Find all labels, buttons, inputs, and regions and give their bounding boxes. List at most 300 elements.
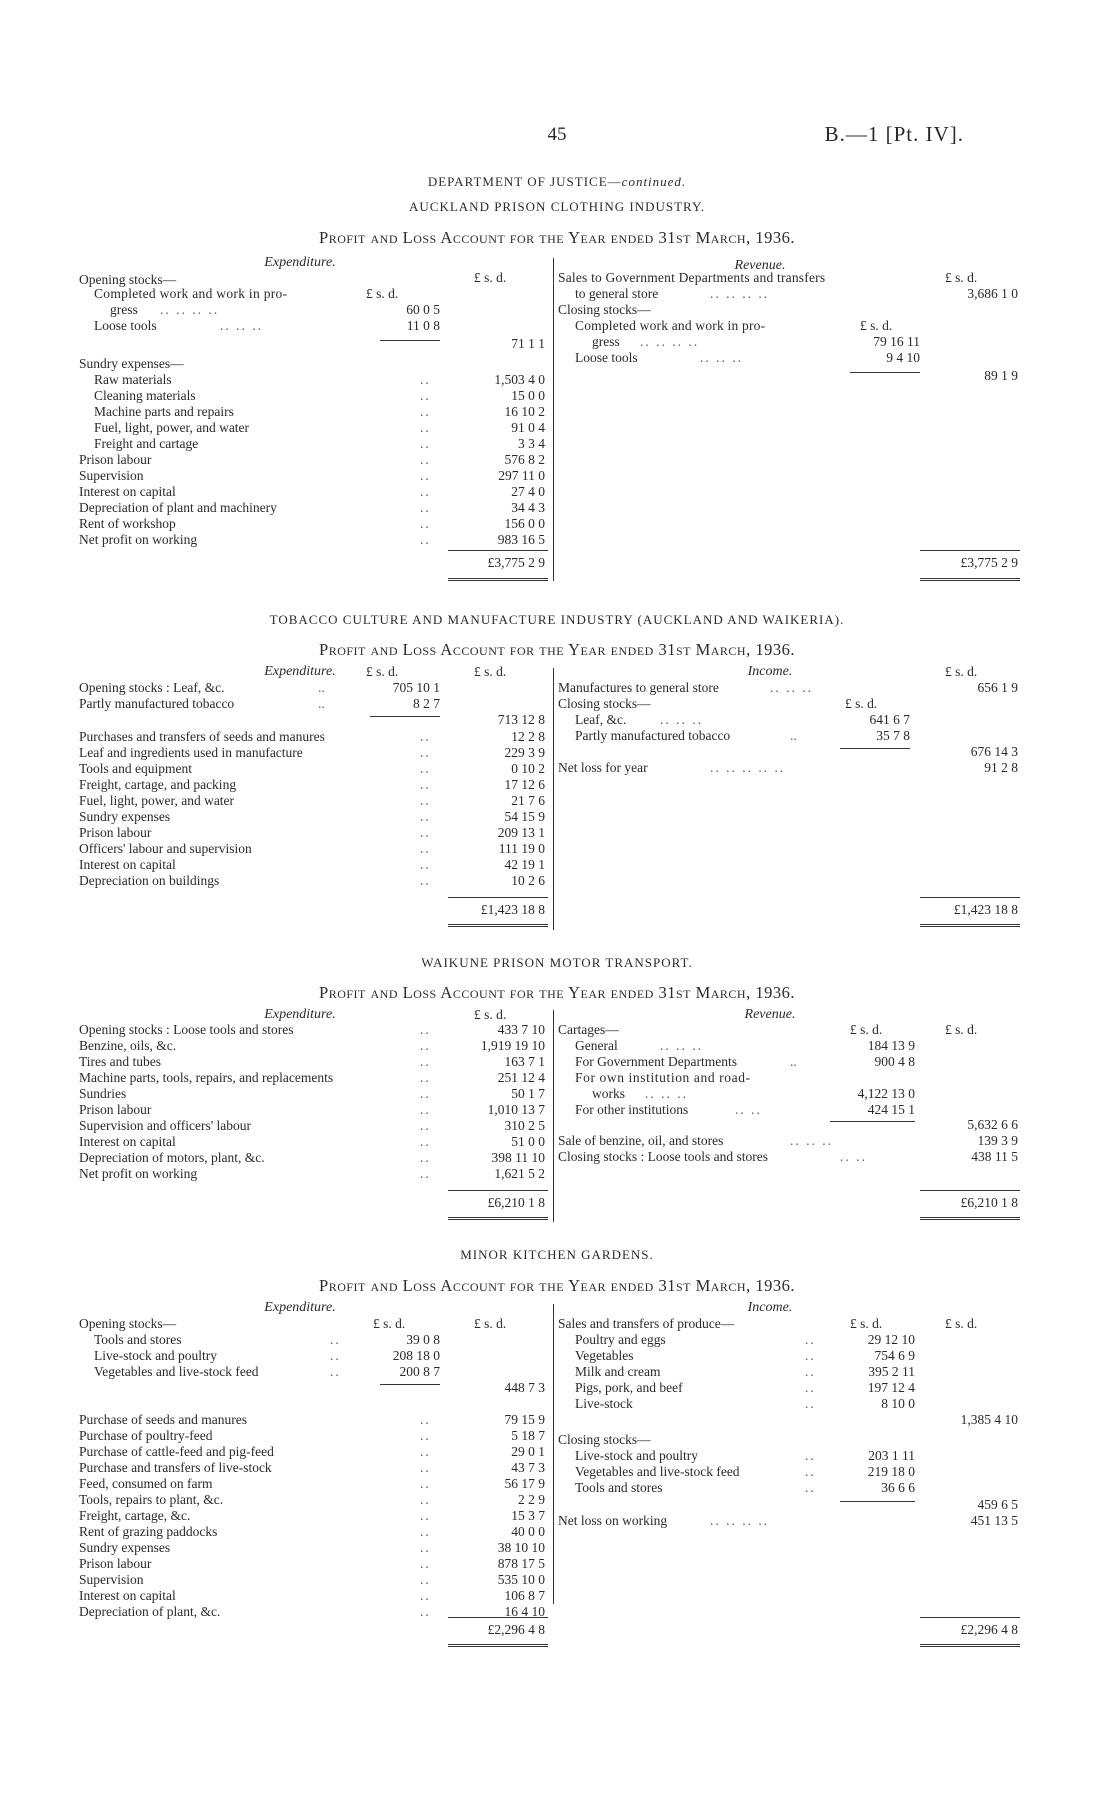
sundry-item-label: Freight and cartage	[94, 436, 199, 451]
total-rule	[448, 550, 548, 551]
column-header-main: £ s. d.	[474, 1007, 507, 1022]
expenditure-item-label: Purchase of seeds and manures	[79, 1412, 247, 1427]
department-heading	[0, 174, 1114, 190]
income-sales-label: Sales and transfers of produce—	[558, 1316, 735, 1331]
revenue-closing-item-label: Completed work and work in pro-	[575, 318, 766, 333]
opening-item-amount: 200 8 7	[399, 1364, 440, 1379]
leader-dots: ..	[420, 1166, 431, 1181]
leader-dots: ..	[420, 500, 431, 515]
income-total: £2,296 4 8	[960, 1622, 1018, 1637]
leader-dots: ..	[420, 777, 431, 792]
expenditure-item-label: Net profit on working	[79, 1166, 198, 1181]
sundry-item-label: Machine parts and repairs	[94, 404, 234, 419]
opening-item-amount: 39 0 8	[406, 1332, 440, 1347]
column-divider	[553, 668, 554, 930]
expenditure-item-amount: 576 8 2	[504, 452, 545, 467]
revenue-cartage-item-label: For Government Departments	[575, 1054, 737, 1069]
subtotal-rule	[380, 340, 440, 341]
column-header-main: £ s. d.	[945, 664, 978, 679]
income-sales-item-label: Poultry and eggs	[575, 1332, 666, 1347]
leader-dots: ..	[318, 680, 325, 695]
total-rule	[448, 1190, 548, 1191]
expenditure-item-amount: 50 1 7	[511, 1086, 545, 1101]
income-loss-label: Net loss on working	[558, 1513, 668, 1528]
income-sales-item-amount: 754 6 9	[874, 1348, 915, 1363]
revenue-cartage-item-label: works	[592, 1086, 625, 1101]
expenditure-item-label: Opening stocks : Loose tools and stores	[79, 1022, 294, 1037]
expenditure-item-label: Freight, cartage, &c.	[79, 1508, 191, 1523]
section-title: TOBACCO CULTURE AND MANUFACTURE INDUSTRY (AUCKLAND AND WAIKERIA).	[269, 612, 845, 627]
expenditure-item-amount: 310 2 5	[504, 1118, 545, 1133]
leader-dots: ..	[420, 420, 431, 435]
expenditure-item-amount: 15 3 7	[511, 1508, 545, 1523]
expenditure-item-label: Interest on capital	[79, 857, 176, 872]
total-rule	[448, 1617, 548, 1618]
leader-dots: .. .. .. ..	[640, 334, 700, 349]
revenue-item-amount: 139 3 9	[977, 1133, 1018, 1148]
income-closing-item-label: Partly manufactured tobacco	[575, 728, 731, 743]
expenditure-item-label: Freight, cartage, and packing	[79, 777, 237, 792]
expenditure-item-amount: 0 10 2	[511, 761, 545, 776]
leader-dots: ..	[420, 841, 431, 856]
expenditure-item-label: Tools, repairs to plant, &c.	[79, 1492, 224, 1507]
income-heading: Income.	[747, 664, 793, 679]
expenditure-item-label: Depreciation on buildings	[79, 873, 220, 888]
leader-dots: ..	[805, 1448, 816, 1463]
opening-stocks-label: Opening stocks—	[79, 272, 177, 287]
leader-dots: ..	[805, 1348, 816, 1363]
expenditure-item-amount: 1,621 5 2	[494, 1166, 545, 1181]
expenditure-item-amount: 2 2 9	[518, 1492, 545, 1507]
revenue-sales-label: to general store	[575, 286, 659, 301]
column-header-sub: £ s. d.	[366, 286, 399, 301]
expenditure-item-label: Feed, consumed on farm	[79, 1476, 213, 1491]
column-header-main: £ s. d.	[945, 270, 978, 285]
total-double-rule	[920, 924, 1020, 927]
leader-dots: ..	[420, 372, 431, 387]
total-double-rule	[448, 1217, 548, 1220]
expenditure-item-label: Prison labour	[79, 1556, 152, 1571]
income-sales-item-amount: 29 12 10	[867, 1332, 915, 1347]
leader-dots: ..	[420, 1476, 431, 1491]
expenditure-item-amount: 878 17 5	[497, 1556, 545, 1571]
total-rule	[920, 550, 1020, 551]
leader-dots: ..	[318, 696, 325, 711]
leader-dots: ..	[420, 452, 431, 467]
leader-dots: .. ..	[735, 1102, 762, 1117]
expenditure-item-label: Purchase of poultry-feed	[79, 1428, 213, 1443]
subtotal-rule	[380, 1384, 440, 1385]
expenditure-item-label: Supervision and officers' labour	[79, 1118, 252, 1133]
leader-dots: ..	[330, 1348, 341, 1363]
expenditure-item-amount: 398 11 10	[491, 1150, 545, 1165]
revenue-cartages-total: 5,632 6 6	[967, 1117, 1018, 1132]
section-title: AUCKLAND PRISON CLOTHING INDUSTRY.	[409, 199, 705, 214]
expenditure-item-amount: 1,919 19 10	[480, 1038, 545, 1053]
expenditure-item-label: Tires and tubes	[79, 1054, 162, 1069]
leader-dots: ..	[420, 1604, 431, 1619]
column-header-sub: £ s. d.	[860, 318, 893, 333]
opening-item-label: Opening stocks : Leaf, &c.	[79, 680, 225, 695]
leader-dots: ..	[420, 1444, 431, 1459]
income-closing-item-amount: 219 18 0	[867, 1464, 915, 1479]
expenditure-item-amount: 42 19 1	[504, 857, 545, 872]
income-sales-item-label: Milk and cream	[575, 1364, 661, 1379]
column-header-sub: £ s. d.	[366, 664, 399, 679]
expenditure-item-amount: 156 0 0	[504, 516, 545, 531]
leader-dots: ..	[420, 1102, 431, 1117]
expenditure-item-amount: 34 4 3	[511, 500, 545, 515]
sundry-item-amount: 91 0 4	[511, 420, 545, 435]
revenue-cartage-item-label: For other institutions	[575, 1102, 689, 1117]
department-heading-suffix: continued.	[621, 174, 687, 189]
revenue-cartage-item-amount: 900 4 8	[874, 1054, 915, 1069]
expenditure-heading: Expenditure.	[264, 1007, 336, 1022]
expenditure-item-amount: 12 2 8	[511, 729, 545, 744]
leader-dots: ..	[805, 1480, 816, 1495]
revenue-closing-item-label: gress	[592, 334, 620, 349]
expenditure-item-amount: 29 0 1	[511, 1444, 545, 1459]
leader-dots: ..	[330, 1332, 341, 1347]
leader-dots: ..	[420, 761, 431, 776]
subtotal-rule	[370, 716, 440, 717]
leader-dots: ..	[805, 1396, 816, 1411]
expenditure-item-label: Rent of grazing paddocks	[79, 1524, 218, 1539]
expenditure-item-amount: 106 8 7	[504, 1588, 545, 1603]
expenditure-item-label: Interest on capital	[79, 484, 176, 499]
leader-dots: ..	[420, 1150, 431, 1165]
leader-dots: ..	[420, 484, 431, 499]
leader-dots: ..	[805, 1332, 816, 1347]
total-double-rule	[920, 1644, 1020, 1647]
sundry-item-amount: 15 0 0	[511, 388, 545, 403]
opening-item-label: Live-stock and poultry	[94, 1348, 217, 1363]
leader-dots: ..	[420, 436, 431, 451]
income-sales-item-amount: 197 12 4	[867, 1380, 915, 1395]
column-divider	[553, 258, 554, 581]
revenue-closing-item-label: Loose tools	[575, 350, 638, 365]
expenditure-item-amount: 54 15 9	[504, 809, 545, 824]
expenditure-total: £2,296 4 8	[487, 1622, 545, 1637]
department-heading-prefix: DEPARTMENT OF JUSTICE—	[427, 174, 622, 189]
total-double-rule	[920, 1217, 1020, 1220]
leader-dots: ..	[420, 1118, 431, 1133]
leader-dots: ..	[420, 1428, 431, 1443]
account-heading: Profit and Loss Account for the Year ended 31st March, 1936.	[319, 983, 795, 1002]
leader-dots: ..	[420, 745, 431, 760]
leader-dots: .. .. .. .. ..	[710, 760, 786, 775]
revenue-sales-label: Sales to Government Departments and transfers	[558, 270, 826, 285]
total-double-rule	[920, 578, 1020, 581]
leader-dots: ..	[790, 1054, 797, 1069]
leader-dots: ..	[420, 1588, 431, 1603]
account-heading: Profit and Loss Account for the Year ended 31st March, 1936.	[319, 228, 795, 247]
leader-dots: ..	[420, 1134, 431, 1149]
income-closing-total: 459 6 5	[977, 1497, 1018, 1512]
expenditure-item-label: Machine parts, tools, repairs, and replacements	[79, 1070, 334, 1085]
expenditure-item-label: Leaf and ingredients used in manufacture	[79, 745, 303, 760]
expenditure-item-label: Benzine, oils, &c.	[79, 1038, 177, 1053]
expenditure-heading: Expenditure.	[264, 255, 336, 270]
income-sales-item-amount: 8 10 0	[881, 1396, 915, 1411]
revenue-total: £6,210 1 8	[960, 1195, 1018, 1210]
total-rule	[920, 1190, 1020, 1191]
expenditure-item-label: Depreciation of motors, plant, &c.	[79, 1150, 265, 1165]
leader-dots: .. .. ..	[700, 350, 743, 365]
income-loss-amount: 91 2 8	[984, 760, 1018, 775]
expenditure-item-label: Tools and equipment	[79, 761, 193, 776]
column-header-main: £ s. d.	[474, 1316, 507, 1331]
expenditure-item-amount: 5 18 7	[511, 1428, 545, 1443]
opening-item-label: gress	[110, 302, 138, 317]
opening-item-label: Vegetables and live-stock feed	[94, 1364, 259, 1379]
income-heading: Income.	[747, 1300, 793, 1315]
leader-dots: ..	[420, 1556, 431, 1571]
opening-item-label: Partly manufactured tobacco	[79, 696, 235, 711]
column-divider	[553, 1010, 554, 1222]
leader-dots: ..	[420, 825, 431, 840]
expenditure-total: £1,423 18 8	[480, 902, 545, 917]
revenue-item-amount: 438 11 5	[971, 1149, 1018, 1164]
opening-item-amount: 705 10 1	[392, 680, 440, 695]
income-closing-item-label: Live-stock and poultry	[575, 1448, 698, 1463]
revenue-cartage-item-label: General	[575, 1038, 618, 1053]
income-closing-item-label: Vegetables and live-stock feed	[575, 1464, 740, 1479]
column-header-main: £ s. d.	[474, 664, 507, 679]
leader-dots: ..	[805, 1380, 816, 1395]
section-title: MINOR KITCHEN GARDENS.	[460, 1247, 654, 1262]
leader-dots: .. ..	[840, 1149, 867, 1164]
expenditure-total: £6,210 1 8	[487, 1195, 545, 1210]
expenditure-item-amount: 1,010 13 7	[487, 1102, 545, 1117]
total-rule	[920, 897, 1020, 898]
expenditure-item-amount: 163 7 1	[504, 1054, 545, 1069]
expenditure-item-amount: 433 7 10	[497, 1022, 545, 1037]
expenditure-item-amount: 251 12 4	[497, 1070, 545, 1085]
revenue-closing-item-amount: 79 16 11	[873, 334, 920, 349]
opening-total: 71 1 1	[511, 336, 545, 351]
opening-total: 713 12 8	[497, 712, 545, 727]
expenditure-item-amount: 229 3 9	[504, 745, 545, 760]
total-rule	[920, 1617, 1020, 1618]
expenditure-item-label: Prison labour	[79, 452, 152, 467]
opening-item-amount: 208 18 0	[392, 1348, 440, 1363]
leader-dots: .. .. ..	[660, 1038, 703, 1053]
income-loss-label: Net loss for year	[558, 760, 648, 775]
leader-dots: ..	[420, 468, 431, 483]
revenue-closing-total: 89 1 9	[984, 368, 1018, 383]
leader-dots: ..	[420, 404, 431, 419]
income-closing-item-amount: 35 7 8	[876, 728, 910, 743]
income-manufactures-label: Manufactures to general store	[558, 680, 719, 695]
opening-item-label: Tools and stores	[94, 1332, 182, 1347]
leader-dots: ..	[420, 1412, 431, 1427]
expenditure-item-label: Interest on capital	[79, 1588, 176, 1603]
leader-dots: ..	[420, 1070, 431, 1085]
column-header-sub: £ s. d.	[850, 1316, 883, 1331]
column-header-sub: £ s. d.	[845, 696, 878, 711]
column-header-sub: £ s. d.	[850, 1022, 883, 1037]
expenditure-item-amount: 40 0 0	[511, 1524, 545, 1539]
expenditure-item-amount: 21 7 6	[511, 793, 545, 808]
leader-dots: ..	[420, 1492, 431, 1507]
expenditure-item-amount: 17 12 6	[504, 777, 545, 792]
expenditure-item-amount: 209 13 1	[497, 825, 545, 840]
opening-item-amount: 60 0 5	[406, 302, 440, 317]
leader-dots: ..	[420, 1572, 431, 1587]
income-closing-item-label: Leaf, &c.	[575, 712, 627, 727]
leader-dots: .. .. ..	[220, 318, 263, 333]
revenue-cartage-item-amount: 4,122 13 0	[857, 1086, 915, 1101]
expenditure-item-amount: 535 10 0	[497, 1572, 545, 1587]
expenditure-item-amount: 43 7 3	[511, 1460, 545, 1475]
leader-dots: ..	[420, 1086, 431, 1101]
income-sales-item-label: Live-stock	[575, 1396, 633, 1411]
document-reference: B.—1 [Pt. IV].	[824, 122, 964, 146]
revenue-item-label: Sale of benzine, oil, and stores	[558, 1133, 724, 1148]
page-number: 45	[547, 124, 567, 145]
revenue-sales-amount: 3,686 1 0	[967, 286, 1018, 301]
revenue-cartage-item-amount: 424 15 1	[867, 1102, 915, 1117]
expenditure-item-label: Supervision	[79, 468, 144, 483]
expenditure-item-label: Sundry expenses	[79, 809, 171, 824]
opening-total: 448 7 3	[504, 1380, 545, 1395]
revenue-closing-label: Closing stocks—	[558, 302, 651, 317]
expenditure-item-label: Sundry expenses	[79, 1540, 171, 1555]
revenue-total: £3,775 2 9	[960, 555, 1018, 570]
expenditure-item-amount: 983 16 5	[497, 532, 545, 547]
income-total: £1,423 18 8	[953, 902, 1018, 917]
opening-item-label: Loose tools	[94, 318, 157, 333]
sundry-item-amount: 1,503 4 0	[494, 372, 545, 387]
income-closing-item-amount: 203 1 11	[868, 1448, 915, 1463]
leader-dots: ..	[420, 1054, 431, 1069]
leader-dots: .. .. .. ..	[710, 286, 770, 301]
leader-dots: ..	[420, 516, 431, 531]
expenditure-item-label: Purchase and transfers of live-stock	[79, 1460, 272, 1475]
expenditure-item-amount: 27 4 0	[511, 484, 545, 499]
leader-dots: ..	[420, 1038, 431, 1053]
expenditure-item-label: Depreciation of plant and machinery	[79, 500, 277, 515]
income-loss-amount: 451 13 5	[970, 1513, 1018, 1528]
leader-dots: .. .. ..	[645, 1086, 688, 1101]
income-sales-item-label: Pigs, pork, and beef	[575, 1380, 683, 1395]
revenue-closing-item-amount: 9 4 10	[886, 350, 920, 365]
leader-dots: ..	[420, 793, 431, 808]
leader-dots: .. .. ..	[770, 680, 813, 695]
leader-dots: ..	[420, 1508, 431, 1523]
opening-stocks-label: Opening stocks—	[79, 1316, 177, 1331]
column-header-sub: £ s. d.	[373, 1316, 406, 1331]
income-closing-label: Closing stocks—	[558, 696, 651, 711]
sundry-item-amount: 16 10 2	[504, 404, 545, 419]
expenditure-item-amount: 38 10 10	[497, 1540, 545, 1555]
account-heading: Profit and Loss Account for the Year ended 31st March, 1936.	[319, 1276, 795, 1295]
opening-item-amount: 8 2 7	[413, 696, 440, 711]
sundry-item-label: Raw materials	[94, 372, 172, 387]
revenue-heading: Revenue.	[744, 1007, 796, 1022]
revenue-heading: Revenue.	[734, 258, 786, 273]
leader-dots: ..	[805, 1364, 816, 1379]
expenditure-item-label: Officers' labour and supervision	[79, 841, 252, 856]
expenditure-item-amount: 56 17 9	[504, 1476, 545, 1491]
expenditure-item-label: Purchases and transfers of seeds and manures	[79, 729, 325, 744]
column-divider	[553, 1304, 554, 1604]
revenue-cartages-label: Cartages—	[558, 1022, 619, 1037]
revenue-cartage-item-label: For own institution and road-	[575, 1070, 751, 1085]
leader-dots: ..	[420, 1524, 431, 1539]
expenditure-item-amount: 79 15 9	[504, 1412, 545, 1427]
leader-dots: ..	[420, 532, 431, 547]
expenditure-item-label: Rent of workshop	[79, 516, 176, 531]
leader-dots: ..	[420, 857, 431, 872]
income-closing-item-label: Tools and stores	[575, 1480, 663, 1495]
expenditure-item-label: Purchase of cattle-feed and pig-feed	[79, 1444, 274, 1459]
expenditure-item-label: Net profit on working	[79, 532, 198, 547]
income-sales-total: 1,385 4 10	[960, 1412, 1018, 1427]
income-closing-item-amount: 641 6 7	[869, 712, 910, 727]
leader-dots: .. .. ..	[660, 712, 703, 727]
opening-item-label: Completed work and work in pro-	[94, 286, 288, 301]
expenditure-item-label: Supervision	[79, 1572, 144, 1587]
total-double-rule	[448, 578, 548, 581]
expenditure-item-label: Prison labour	[79, 825, 152, 840]
leader-dots: ..	[420, 1540, 431, 1555]
expenditure-heading: Expenditure.	[264, 1300, 336, 1315]
expenditure-item-label: Prison labour	[79, 1102, 152, 1117]
expenditure-item-amount: 111 19 0	[498, 841, 545, 856]
expenditure-item-amount: 51 0 0	[511, 1134, 545, 1149]
sundry-item-amount: 3 3 4	[518, 436, 545, 451]
leader-dots: ..	[420, 809, 431, 824]
income-manufactures-amount: 656 1 9	[977, 680, 1018, 695]
leader-dots: ..	[420, 873, 431, 888]
expenditure-heading: Expenditure.	[264, 664, 336, 679]
leader-dots: ..	[330, 1364, 341, 1379]
column-header-main: £ s. d.	[474, 270, 507, 285]
leader-dots: ..	[420, 388, 431, 403]
section-title: WAIKUNE PRISON MOTOR TRANSPORT.	[421, 955, 693, 970]
income-closing-item-amount: 36 6 6	[881, 1480, 915, 1495]
revenue-cartage-item-amount: 184 13 9	[867, 1038, 915, 1053]
total-double-rule	[448, 1644, 548, 1647]
leader-dots: ..	[420, 1022, 431, 1037]
expenditure-item-amount: 16 4 10	[504, 1604, 545, 1619]
total-double-rule	[448, 924, 548, 927]
total-rule	[448, 897, 548, 898]
column-header-main: £ s. d.	[945, 1316, 978, 1331]
income-closing-label: Closing stocks—	[558, 1432, 651, 1447]
column-header-main: £ s. d.	[945, 1022, 978, 1037]
expenditure-item-amount: 10 2 6	[511, 873, 545, 888]
revenue-item-label: Closing stocks : Loose tools and stores	[558, 1149, 768, 1164]
income-sales-item-label: Vegetables	[575, 1348, 634, 1363]
expenditure-item-label: Sundries	[79, 1086, 127, 1101]
sundry-expenses-label: Sundry expenses—	[79, 356, 184, 371]
leader-dots: ..	[420, 729, 431, 744]
expenditure-item-label: Fuel, light, power, and water	[79, 793, 235, 808]
expenditure-item-label: Depreciation of plant, &c.	[79, 1604, 221, 1619]
income-sales-item-amount: 395 2 11	[868, 1364, 915, 1379]
sundry-item-label: Fuel, light, power, and water	[94, 420, 250, 435]
expenditure-total: £3,775 2 9	[487, 555, 545, 570]
opening-item-amount: 11 0 8	[406, 318, 440, 333]
leader-dots: ..	[420, 1460, 431, 1475]
leader-dots: ..	[790, 728, 797, 743]
expenditure-item-amount: 297 11 0	[498, 468, 545, 483]
leader-dots: ..	[805, 1464, 816, 1479]
sundry-item-label: Cleaning materials	[94, 388, 196, 403]
